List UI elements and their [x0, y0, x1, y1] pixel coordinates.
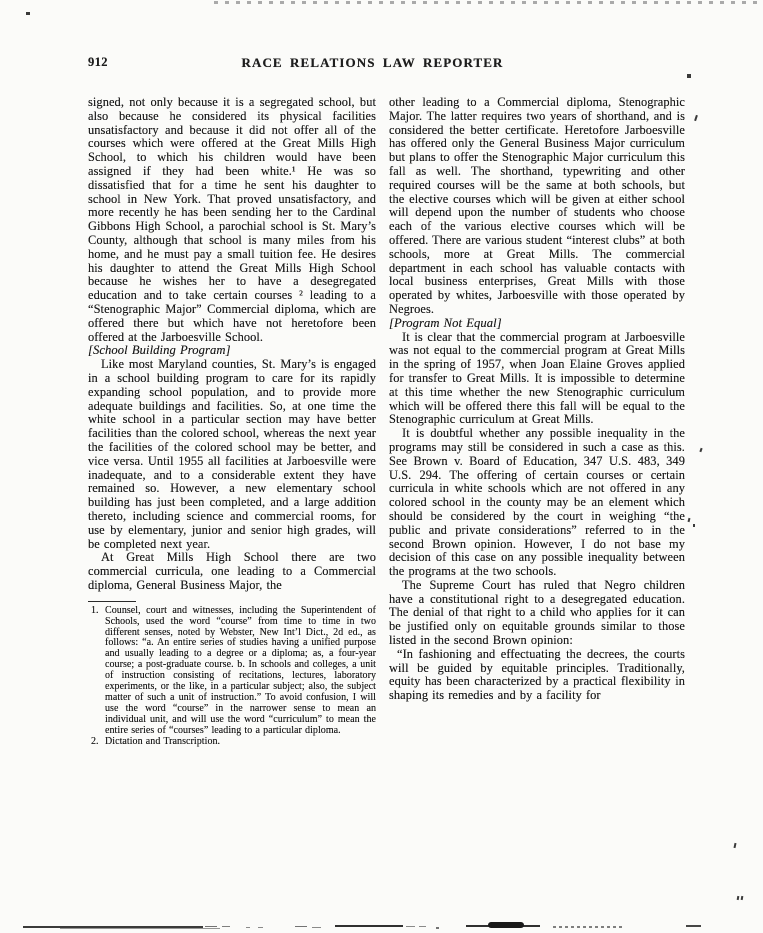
- scan-artifact-line-segment: [60, 928, 220, 929]
- scan-artifact-line-segment: [258, 927, 263, 928]
- footnote-1: [88, 606, 376, 737]
- paragraph-great-mills-curricula: At Great Mills High School there are two commercial curricula, one leading to a Commercial diploma, General Business Major, the: [88, 550, 376, 592]
- page-number: 912: [88, 55, 108, 69]
- scan-speck: [688, 518, 691, 522]
- scan-artifact-line-segment: [312, 927, 321, 928]
- paragraph-program-not-equal: It is clear that the commercial program at Jarboesville was not equal to the commercial program at Great Mills in the spring of 1957, when Joan Elaine Groves applied for transfer to Great Mills. It is impossible to determine at this time whether the new Stenographic curriculum which will be offered there this fall will be equal to the Stenographic curriculum at Great Mills.: [389, 329, 685, 427]
- scan-speck: [741, 896, 744, 900]
- paragraph-continuation-left: signed, not only because it is a segregated school, but also because he considered its physical facilities unsatisfactory and because it did not offer all of the courses which were offered at the Great Mills High School, to which his children would have been assigned if they had been white.¹ He was so dissatisfied that for a time he sent his daughter to school in New York. That proved unsatisfactory, and more recently he has been sending her to the Cardinal Gibbons High School, a parochial school is St. Mary’s County, although that school is many miles from his home, and he must pay a small tuition fee. He desires his daughter to attend the Great Mills High School because he wishes her to have a desegregated education and to take certain courses ² leading to a “Stenographic Major” Commercial diploma, which are offered there but which have not heretofore been offered at the Jarboesville School.: [88, 95, 376, 344]
- block-quote-brown-opinion: “In fashioning and effectuating the decrees, the courts will be guided by equitable principles. Traditionally, equity has been characterized by a practical flexibility in shaping its remedies and by a facility for: [389, 646, 685, 703]
- footnote-separator-rule: [88, 601, 136, 602]
- page-header: [88, 55, 685, 73]
- scan-artifact-line-segment: [205, 926, 217, 927]
- scan-artifact-blob: [488, 922, 524, 928]
- scan-artifact-line-segment: [686, 925, 701, 927]
- scan-artifact-line-segment: [246, 927, 250, 928]
- two-column-text-block: [88, 96, 685, 747]
- footnote-1-text: Counsel, court and witnesses, including the Superintendent of Schools, used the word “course” from time to time in two different senses, noted by Webster, New Int’l Dict., 2d ed., as follows: “a. An entire series of studies having a unified purpose and usually leading to a degree or a diploma; as, a four-year course; a post-graduate course. b. In schools and colleges, a unit of instruction consisting of recitations, lectures, laboratory experiments, or the like, in a particular subject; also, the subject matter of such a unit of instruction.” To avoid confusion, I will use the word “course” in the narrower sense to mean an individual unit, and will use the word “curriculum” to mean the entire series of “courses” leading to a particular diploma.: [105, 604, 376, 736]
- scan-speck: [737, 896, 740, 900]
- footnote-2-text: Dictation and Transcription.: [105, 735, 221, 747]
- section-heading-program-not-equal: [Program Not Equal]: [389, 315, 502, 330]
- scan-artifact-line-segment: [335, 925, 403, 927]
- top-dotted-scan-border: [214, 1, 763, 4]
- scan-artifact-line-segment: [406, 926, 415, 927]
- footnote-1-number: 1.: [91, 604, 99, 616]
- scan-artifact-dash-run: [553, 926, 625, 928]
- paragraph-school-building: Like most Maryland counties, St. Mary’s is engaged in a school building program to care for its rapidly expanding school population, and to provide more adequate buildings and facilities. So, at one time the white school in a particular section may have better facilities than the colored school, whereas the next year the facilities of the colored school may be better, and vice versa. Until 1955 all facilities at Jarboesville were inadequate, and to a considerable extent they have remained so. However, a new elementary school building has just been completed, and a large addition thereto, including science and commercial rooms, for use by elementary, junior and senior high grades, will be completed next year.: [88, 357, 376, 551]
- scan-speck: [734, 843, 737, 848]
- scan-speck: [26, 12, 30, 15]
- section-heading-school-building-program: [School Building Program]: [88, 343, 231, 358]
- footnote-2-number: 2.: [91, 735, 99, 747]
- scan-artifact-line-segment: [436, 927, 439, 929]
- scan-speck: [699, 448, 702, 452]
- right-column: [389, 96, 685, 747]
- scan-speck: [687, 74, 691, 78]
- running-title: RACE RELATIONS LAW REPORTER: [241, 55, 504, 70]
- footnote-2: [88, 737, 376, 748]
- scan-artifact-line-segment: [295, 926, 307, 927]
- left-column: [88, 96, 376, 747]
- paragraph-doubtful-inequality: It is doubtful whether any possible inequality in the programs may still be considered in such a case as this. See Brown v. Board of Education, 347 U.S. 483, 349 U.S. 294. The offering of certain courses or certain curricula in white schools which are not offered in any colored school in the county may be an element which should be considered by the court in weighing “the public and private considerations” referred to in the second Brown opinion. However, I do not base my decision of this case on any possible inequality between the programs at the two schools.: [389, 426, 685, 579]
- scan-speck: [694, 115, 698, 121]
- scan-speck: [693, 524, 695, 527]
- scan-artifact-line-segment: [419, 926, 426, 927]
- paragraph-supreme-court: The Supreme Court has ruled that Negro children have a constitutional right to a desegregated education. The denial of that right to a child who applies for it can be justified only on equitable grounds similar to those listed in the second Brown opinion:: [389, 577, 685, 648]
- footnotes: [88, 606, 376, 748]
- scan-artifact-line-segment: [222, 926, 230, 927]
- paragraph-continuation-right: other leading to a Commercial diploma, Stenographic Major. The latter requires two years of shorthand, and is considered the better certificate. Heretofore Jarboesville has offered only the General Business Major curriculum but plans to offer the Stenographic Major curriculum this fall as well. The shorthand, typewriting and other required courses will be the same at both schools, but the elective courses which will be given at either school will depend upon the number of students who choose each of the various elective courses which will be offered. There are various student “interest clubs” at both schools, more at Great Mills. The commercial department in each school has valuable contacts with local business enterprises, Great Mills with those operated by whites, Jarboesville with those operated by Negroes.: [389, 95, 685, 316]
